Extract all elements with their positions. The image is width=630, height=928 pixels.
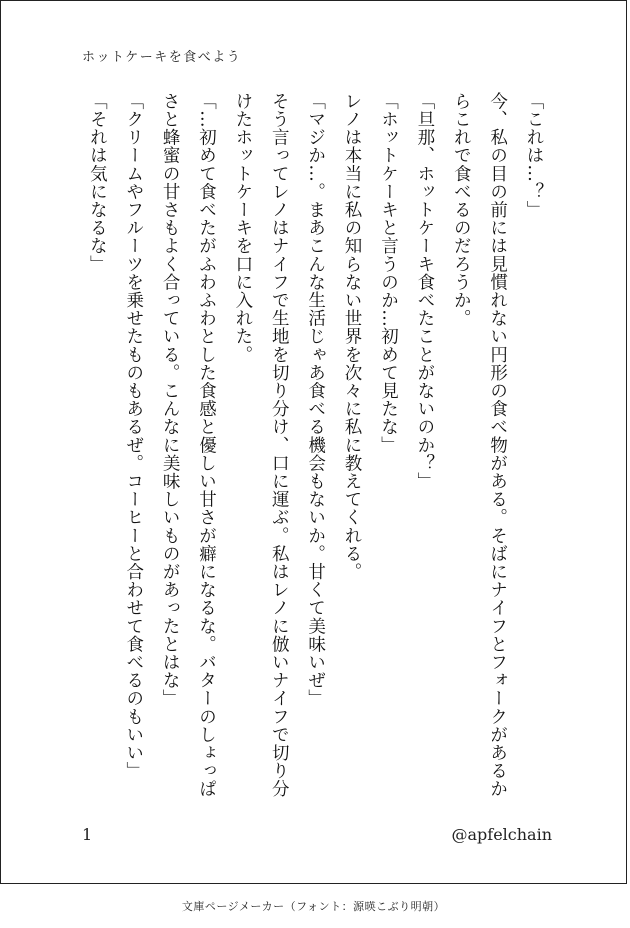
vertical-body-text bbox=[82, 92, 552, 807]
paragraph: そう言ってレノはナイフで生地を切り分け、口に運ぶ。私はレノに倣いナイフで切り分けたホットケーキを口に入れた。 bbox=[232, 92, 290, 798]
page-number: 1 bbox=[82, 825, 93, 844]
footer-credit: 文庫ページメーカー（フォント：源暎こぶり明朝） bbox=[181, 900, 446, 913]
paragraph: 「マジか…。まあこんな生活じゃあ食べる機会もないか。甘くて美味いぜ」 bbox=[305, 92, 326, 708]
author-handle: @apfelchain bbox=[451, 825, 552, 844]
paragraph: 「…初めて食べたがふわふわとした食感と優しい甘さが癖になるな。バターのしょっぱさと蜂蜜の甘さもよく合っている。こんなに美味しいものがあったとはな」 bbox=[160, 92, 217, 798]
paragraph: 「クリームやフルーツを乗せたものもあるぜ。コーヒーと合わせて食べるのもいい」 bbox=[123, 92, 144, 780]
paragraph: 「それは気になるな」 bbox=[87, 92, 108, 273]
paragraph: 「ホットケーキと言うのか…初めて見たな」 bbox=[378, 92, 399, 454]
page-title: ホットケーキを食べよう bbox=[82, 50, 242, 65]
paragraph: 「旦那、ホットケーキ食べたことがないのか？」 bbox=[414, 92, 435, 491]
paragraph: 「これは…？」 bbox=[524, 92, 544, 219]
paragraph: 今、私の目の前には見慣れない円形の食べ物がある。そばにナイフとフォークがあるからこれで食べるのだろうか。 bbox=[451, 92, 508, 798]
paragraph: レノは本当に私の知らない世界を次々に私に教えてくれる。 bbox=[342, 92, 363, 581]
